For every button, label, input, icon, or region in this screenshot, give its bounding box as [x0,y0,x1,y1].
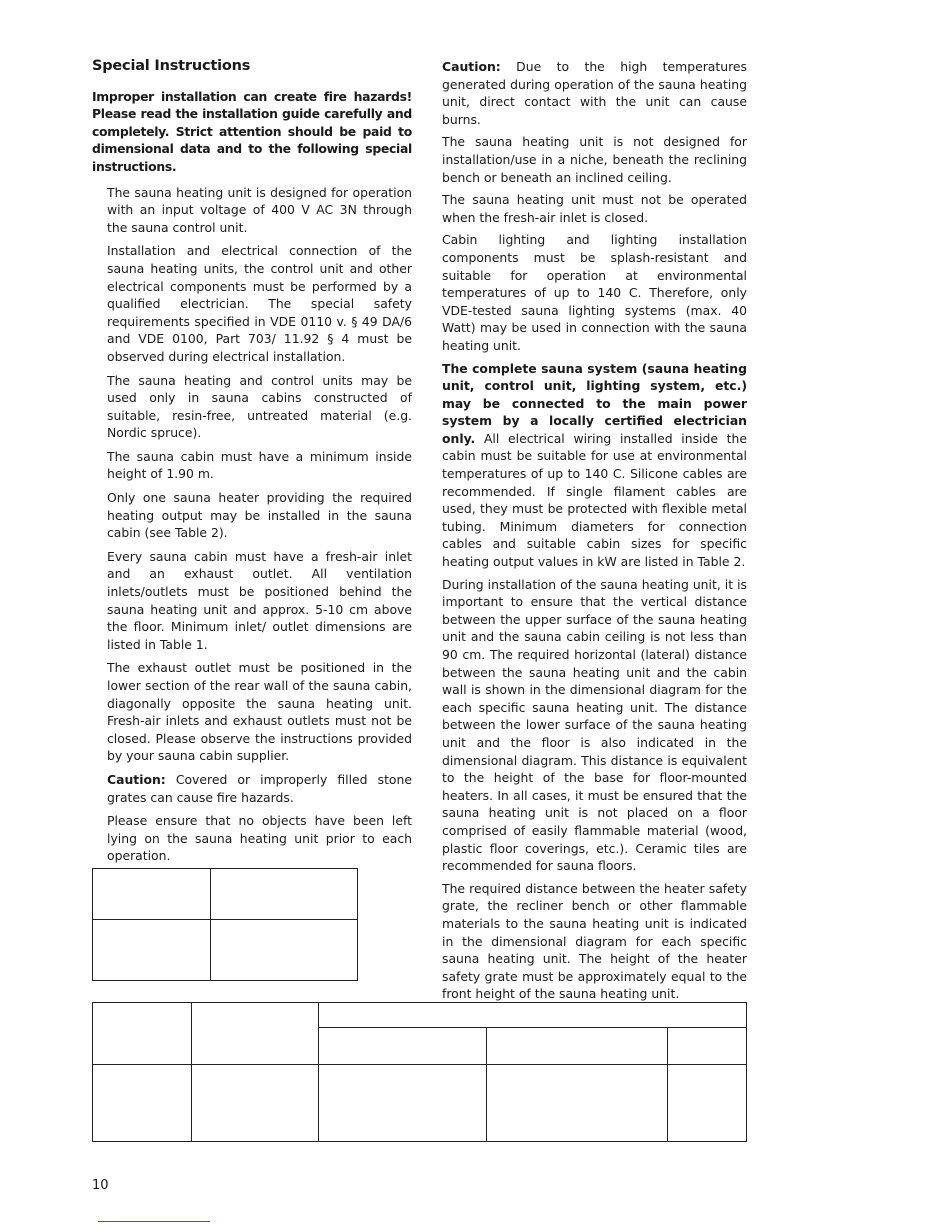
table-cell [319,1003,747,1028]
table-cell [668,1065,747,1142]
caution-text: Due to the high temperatures generated during operation of the sauna heating unit, direct contact with the unit can cause burns. [442,59,747,127]
fresh-air-paragraph: The sauna heating unit must not be operated when the fresh-air inlet is closed. [442,192,747,225]
table-cell [487,1065,668,1142]
left-column [92,58,412,871]
instruction-item: The sauna heating unit is designed for operation with an input voltage of 400 V AC 3N through the sauna control unit. [107,184,412,235]
fire-hazard-warning: Improper installation can create fire hazards! Please read the installation guide carefully and completely. Strict attention should be paid to dimensional data and to the following special instructions. [92,88,412,174]
caution-label: Caution: [107,771,166,787]
niche-paragraph: The sauna heating unit is not designed for installation/use in a niche, beneath the reclining bench or beneath an inclined ceiling. [442,134,747,185]
table-cell [93,1003,192,1065]
safety-grate-paragraph: The required distance between the heater safety grate, the recliner bench or other flammable materials to the sauna heating unit is indicated in the dimensional diagram for each specific sauna heating unit. The height of the heater safety grate must be approximately equal to the front height of the sauna heating unit. [442,880,747,1002]
wiring-text: All electrical wiring installed inside the cabin must be suitable for use at environmental temperatures of up to 140 C. Silicone cables are recommended. If single filament cables are used, they must be protected with flexible metal tubing. Minimum diameters for connection cables and suitable cabin sizes for specific heating output values in kW are listed in Table 2. [442,430,747,570]
table-cell [93,869,211,920]
distance-paragraph: During installation of the sauna heating unit, it is important to ensure that the vertical distance between the upper surface of the sauna heating unit and the sauna cabin ceiling is not less than 90 cm. The required horizontal (lateral) distance between the sauna heating unit and the cabin wall is shown in the dimensional diagram for the each specific sauna heating unit. The distance between the lower surface of the sauna heating unit and the floor is also indicated in the dimensional diagram. This distance is equivalent to the height of the base for floor-mounted heaters. In all cases, it must be ensured that the sauna heating unit is not placed on a floor comprised of easily flammable material (wood, plastic floor coverings, etc.). Ceramic tiles are recommended for sauna floors. [442,576,747,874]
table-1 [92,868,358,981]
instruction-item: Every sauna cabin must have a fresh-air inlet and an exhaust outlet. All ventilation inlets/outlets must be positioned behind the sauna heating unit and approx. 5-10 cm above the floor. Minimum inlet/ outlet dimensions are listed in Table 1. [107,548,412,652]
instruction-item: The sauna cabin must have a minimum inside height of 1.90 m. [107,448,412,482]
table-cell [668,1028,747,1065]
instruction-item: The sauna heating and control units may be used only in sauna cabins constructed of suitable, resin-free, untreated material (e.g. Nordic spruce). [107,372,412,441]
caution-text: Covered or improperly filled stone grates can cause fire hazards. [107,771,412,805]
electrician-notice: The complete sauna system (sauna heating unit, control unit, lighting system, etc.) may be connected to the main power system by a locally certified electrician only. [442,360,747,446]
instruction-item: Installation and electrical connection of the sauna heating units, the control unit and other electrical components must be performed by a qualified electrician. The special safety requirements specified in VDE 0110 v. § 49 DA/6 and VDE 0100, Part 703/ 11.92 § 4 must be observed during electrical installation. [107,243,412,364]
instruction-item: Only one sauna heater providing the required heating output may be installed in the sauna cabin (see Table 2). [107,490,412,541]
caution-label: Caution: [442,59,501,74]
lighting-paragraph: Cabin lighting and lighting installation components must be splash-resistant and suitable for operation at environmental temperatures of up to 140 C. Therefore, only VDE-tested sauna lighting systems (max. 40 Watt) may be used in connection with the sauna heating unit. [442,232,747,353]
right-column [442,58,747,1008]
electrical-paragraph [442,360,747,571]
table-cell [93,1065,192,1142]
table-cell [192,1065,319,1142]
table-cell [93,920,211,981]
table-2 [92,1002,747,1142]
page-number: 10 [92,1178,109,1193]
table-cell [192,1003,319,1065]
table-cell [487,1028,668,1065]
burn-caution-paragraph [442,58,747,128]
table-cell [319,1065,487,1142]
footer-rule [98,1221,210,1222]
section-title: Special Instructions [92,58,251,74]
table-cell [211,869,358,920]
table-cell [319,1028,487,1065]
instruction-item: The exhaust outlet must be positioned in the lower section of the rear wall of the sauna cabin, diagonally opposite the sauna heating unit. Fresh-air inlets and exhaust outlets must not be closed. Please observe the instructions provided by your sauna cabin supplier. [107,660,412,764]
caution-item [107,771,412,806]
table-cell [211,920,358,981]
instruction-item: Please ensure that no objects have been left lying on the sauna heating unit prior to each operation. [107,813,412,864]
